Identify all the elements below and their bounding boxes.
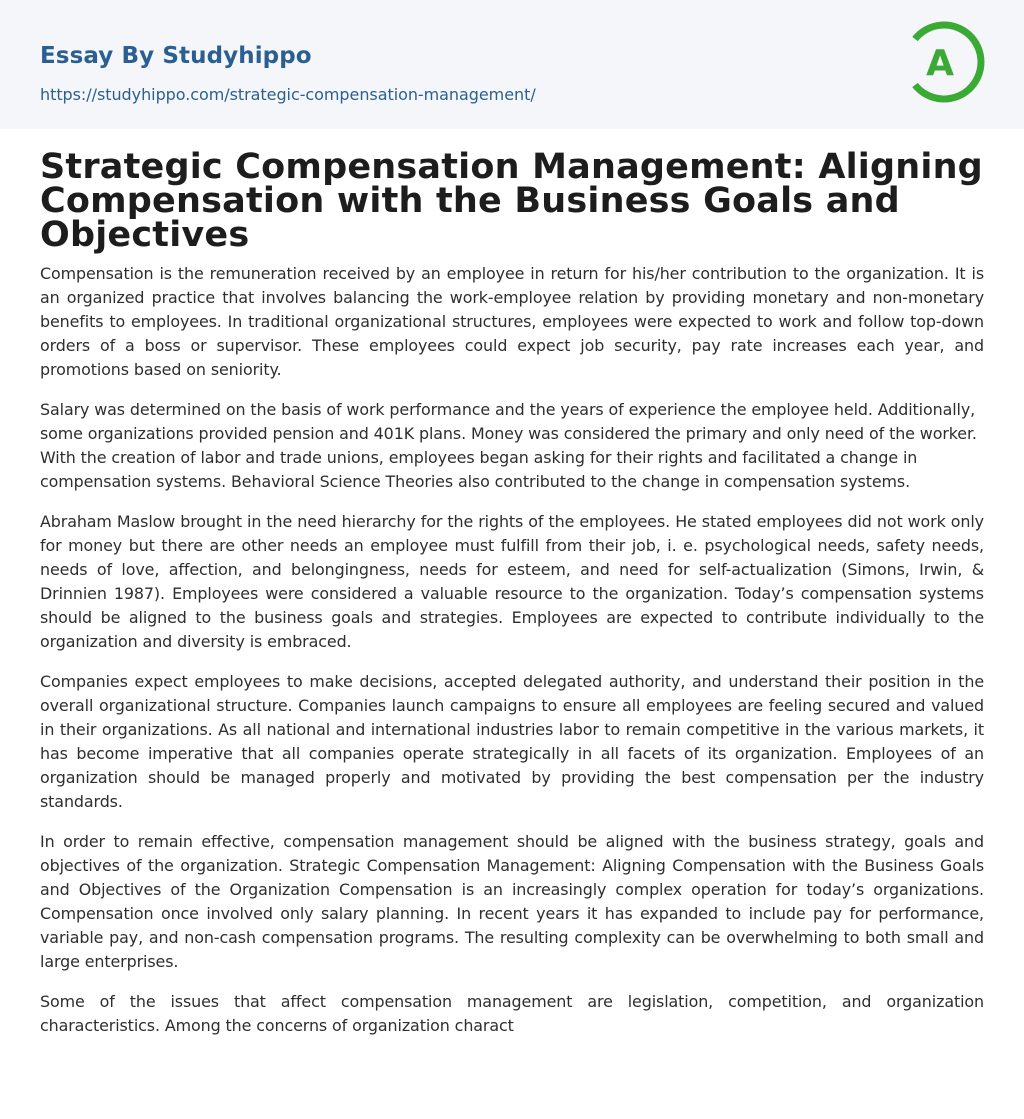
paragraph-5: In order to remain effective, compensation management should be aligned with the business strategy, goals and objectives of the organization. Strategic Compensation Management: Aligning Compensation with the Business Goals and Objectives of the Organization Compensation is an increasingly complex operation for today’s organizations. Compensation once involved only salary planning. In recent years it has expanded to include pay for performance, variable pay, and non-cash compensation programs. The resulting complexity can be overwhelming to both small and large enterprises.	[40, 832, 984, 971]
source-url-link[interactable]: https://studyhippo.com/strategic-compensation-management/	[40, 85, 536, 104]
paragraph-2: Salary was determined on the basis of work performance and the years of experience the employee held. Additionally, some organizations provided pension and 401K plans. Money was considered the primary and only need of the worker. With the creation of labor and trade unions, employees began asking for their rights and facilitated a change in compensation systems. Behavioral Science Theories also contributed to the change in compensation systems.	[40, 400, 977, 491]
article-body	[40, 262, 984, 1054]
brand-name: Essay By Studyhippo	[40, 43, 312, 69]
paragraph-1: Compensation is the remuneration received by an employee in return for his/her contribution to the organization. It is an organized practice that involves balancing the work-employee relation by providing monetary and non-monetary benefits to employees. In traditional organizational structures, employees were expected to work and follow top-down orders of a boss or supervisor. These employees could expect job security, pay rate increases each year, and promotions based on seniority.	[40, 264, 984, 379]
paragraph-6: Some of the issues that affect compensation management are legislation, competition, and organization characteristics. Among the concerns of organization charact	[40, 992, 984, 1035]
logo-letter: A	[926, 43, 954, 84]
paragraph-3: Abraham Maslow brought in the need hierarchy for the rights of the employees. He stated employees did not work only for money but there are other needs an employee must fulfill from their job, i. e. psychological needs, safety needs, needs of love, affection, and belongingness, needs for esteem, and need for self-actualization (Simons, Irwin, & Drinnien 1987). Employees were considered a valuable resource to the organization. Today’s compensation systems should be aligned to the business goals and strategies. Employees are expected to contribute individually to the organization and diversity is embraced.	[40, 512, 984, 651]
page-title: Strategic Compensation Management: Aligning Compensation with the Business Goals and Objectives	[40, 147, 983, 255]
paragraph-4: Companies expect employees to make decisions, accepted delegated authority, and understand their position in the overall organizational structure. Companies launch campaigns to ensure all employees are feeling secured and valued in their organizations. As all national and international industries labor to remain competitive in the various markets, it has become imperative that all companies operate strategically in all facets of its organization. Employees of an organization should be managed properly and motivated by providing the best compensation per the industry standards.	[40, 672, 984, 811]
